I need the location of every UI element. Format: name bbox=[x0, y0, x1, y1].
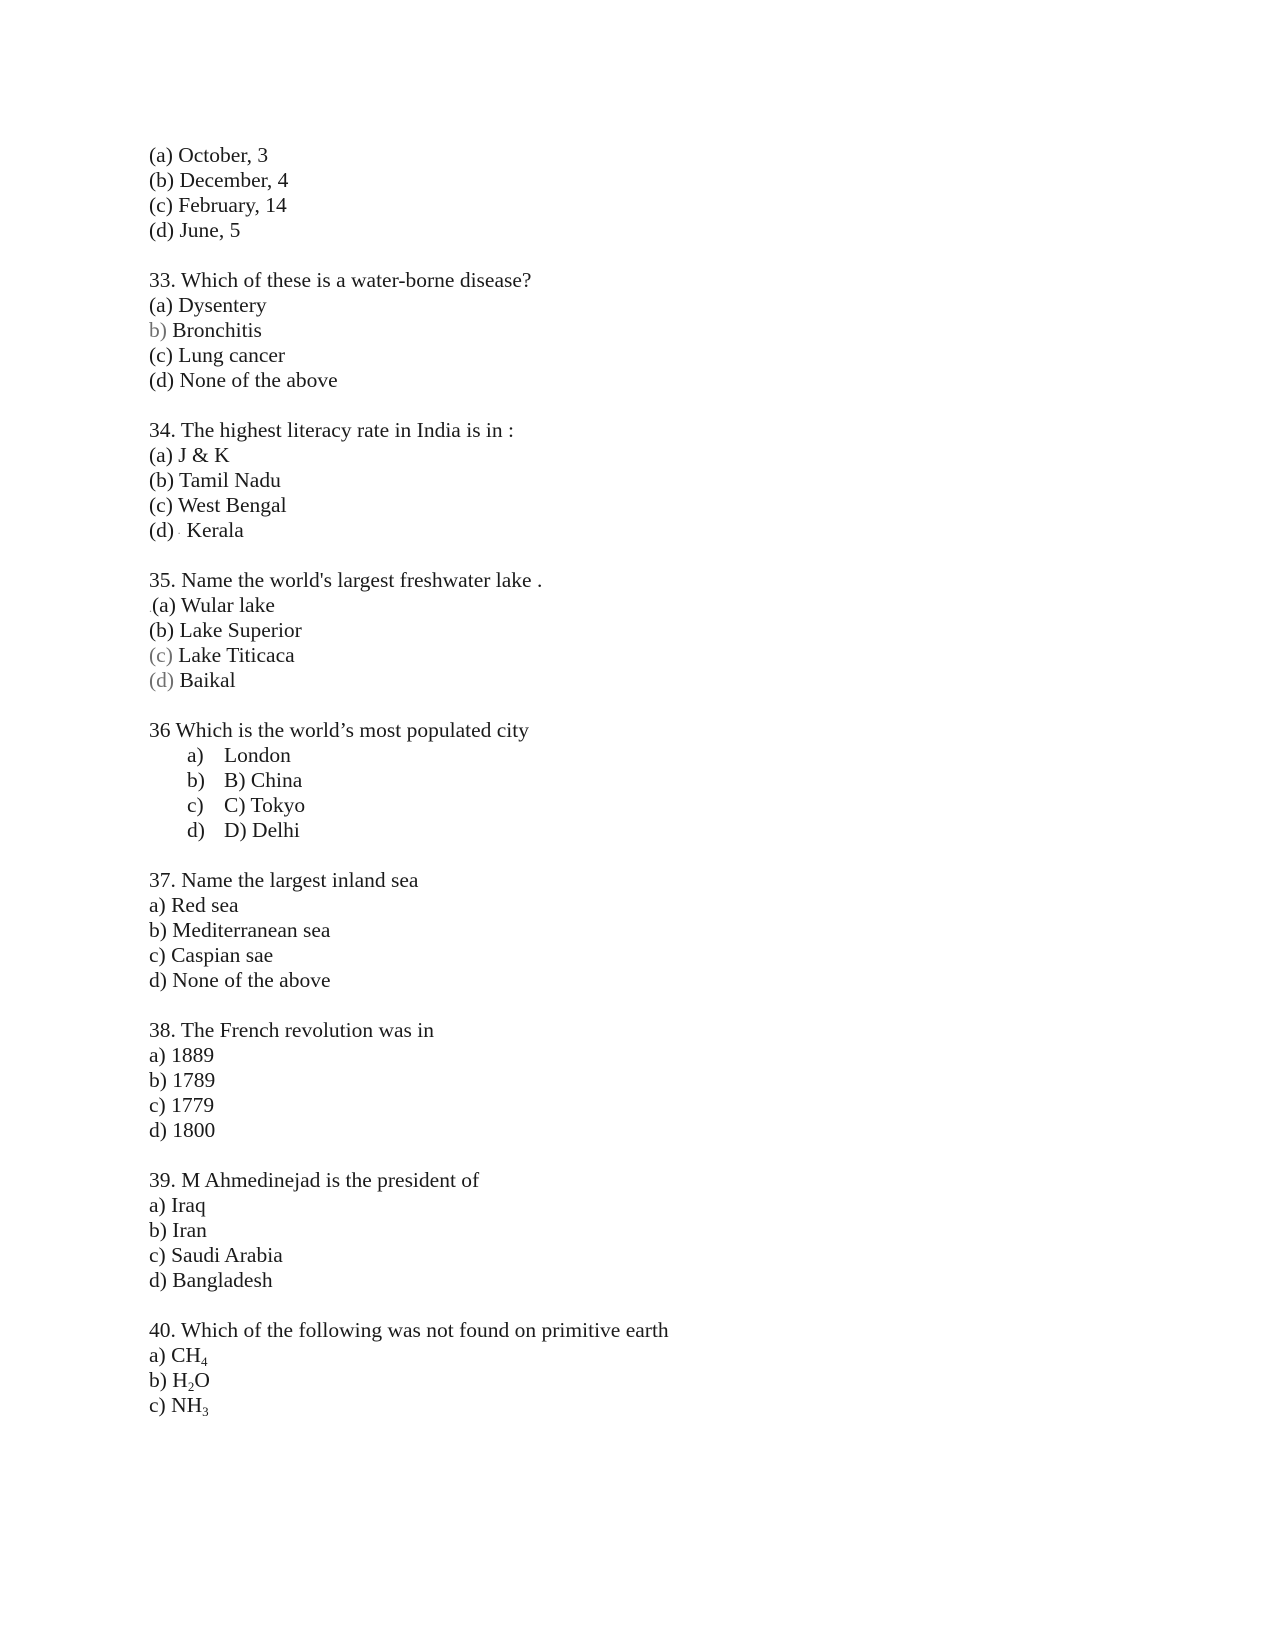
q36-option-c-label: c) bbox=[187, 793, 204, 817]
q39-option-d: d) Bangladesh bbox=[149, 1268, 273, 1292]
q36-option-a-label: a) bbox=[187, 743, 204, 767]
q36-option-c-text: C) Tokyo bbox=[224, 793, 306, 817]
q40-option-c-label: c) NH bbox=[149, 1393, 203, 1417]
q35-option-b: (b) Lake Superior bbox=[149, 618, 302, 642]
q39-option-c: c) Saudi Arabia bbox=[149, 1243, 283, 1267]
q36-option-d-text: D) Delhi bbox=[224, 818, 300, 842]
q36-question: 36 Which is the world’s most populated city bbox=[149, 718, 529, 742]
q34-option-a: (a) J & K bbox=[149, 443, 230, 467]
q40-option-a-subscript: 4 bbox=[200, 1354, 208, 1369]
q39-option-b: b) Iran bbox=[149, 1218, 207, 1242]
stray-mark: · bbox=[174, 526, 182, 540]
q39-option-a: a) Iraq bbox=[149, 1193, 206, 1217]
q33-option-b bbox=[149, 317, 262, 343]
q33-option-a: (a) Dysentery bbox=[149, 293, 267, 317]
q38-question: 38. The French revolution was in bbox=[149, 1018, 435, 1042]
q37-option-a: a) Red sea bbox=[149, 893, 239, 917]
q40-question: 40. Which of the following was not found on primitive earth bbox=[149, 1318, 669, 1342]
q36-option-b-label: b) bbox=[187, 768, 205, 792]
q40-option-c-subscript: 3 bbox=[202, 1404, 209, 1419]
q40-option-a-label: a) CH bbox=[149, 1343, 201, 1367]
q35-question: 35. Name the world's largest freshwater lake . bbox=[149, 568, 543, 592]
stray-mark: . bbox=[149, 601, 152, 615]
q32-option-a: (a) October, 3 bbox=[149, 143, 269, 167]
q36-option-d-label: d) bbox=[187, 818, 205, 842]
q33-option-c: (c) Lung cancer bbox=[149, 343, 286, 367]
q34-option-c: (c) West Bengal bbox=[149, 493, 287, 517]
q34-option-d-text: Kerala bbox=[186, 518, 244, 542]
q40-option-b-subscript: 2 bbox=[187, 1379, 195, 1394]
q38-option-c: c) 1779 bbox=[149, 1093, 215, 1117]
q32-option-d: (d) June, 5 bbox=[149, 218, 241, 242]
q37-option-d: d) None of the above bbox=[149, 968, 331, 992]
q35-option-d-text: Baikal bbox=[174, 668, 236, 692]
q33-option-b-text: Bronchitis bbox=[166, 318, 262, 342]
q40-option-b-tail: O bbox=[194, 1368, 210, 1392]
q34-option-d-label: (d) bbox=[149, 518, 175, 542]
q35-option-d bbox=[149, 667, 236, 693]
q33-option-b-label: b) bbox=[149, 318, 167, 342]
q37-question: 37. Name the largest inland sea bbox=[149, 868, 419, 892]
q34-question: 34. The highest literacy rate in India is in : bbox=[149, 418, 515, 442]
q39-question: 39. M Ahmedinejad is the president of bbox=[149, 1168, 480, 1192]
q34-option-d bbox=[149, 517, 244, 546]
q32-option-b: (b) December, 4 bbox=[149, 168, 289, 192]
q35-option-c bbox=[149, 642, 295, 668]
q35-option-a-text: (a) Wular lake bbox=[152, 593, 275, 617]
q37-option-b: b) Mediterranean sea bbox=[149, 918, 331, 942]
q38-option-d: d) 1800 bbox=[149, 1118, 216, 1142]
q40-option-b-label: b) H bbox=[149, 1368, 188, 1392]
q33-question: 33. Which of these is a water-borne disease? bbox=[149, 268, 532, 292]
q37-option-c: c) Caspian sae bbox=[149, 943, 274, 967]
q36-option-a-text: London bbox=[224, 743, 291, 767]
q33-option-d: (d) None of the above bbox=[149, 368, 338, 392]
q38-option-a: a) 1889 bbox=[149, 1043, 215, 1067]
q34-option-b: (b) Tamil Nadu bbox=[149, 468, 281, 492]
q32-option-c: (c) February, 14 bbox=[149, 193, 287, 217]
q38-option-b: b) 1789 bbox=[149, 1068, 216, 1092]
q35-option-c-label: (c) bbox=[149, 643, 173, 667]
q36-option-b-text: B) China bbox=[224, 768, 303, 792]
q35-option-c-text: Lake Titicaca bbox=[172, 643, 295, 667]
q35-option-d-label: (d) bbox=[149, 668, 175, 692]
q40-option-c bbox=[149, 1392, 209, 1421]
